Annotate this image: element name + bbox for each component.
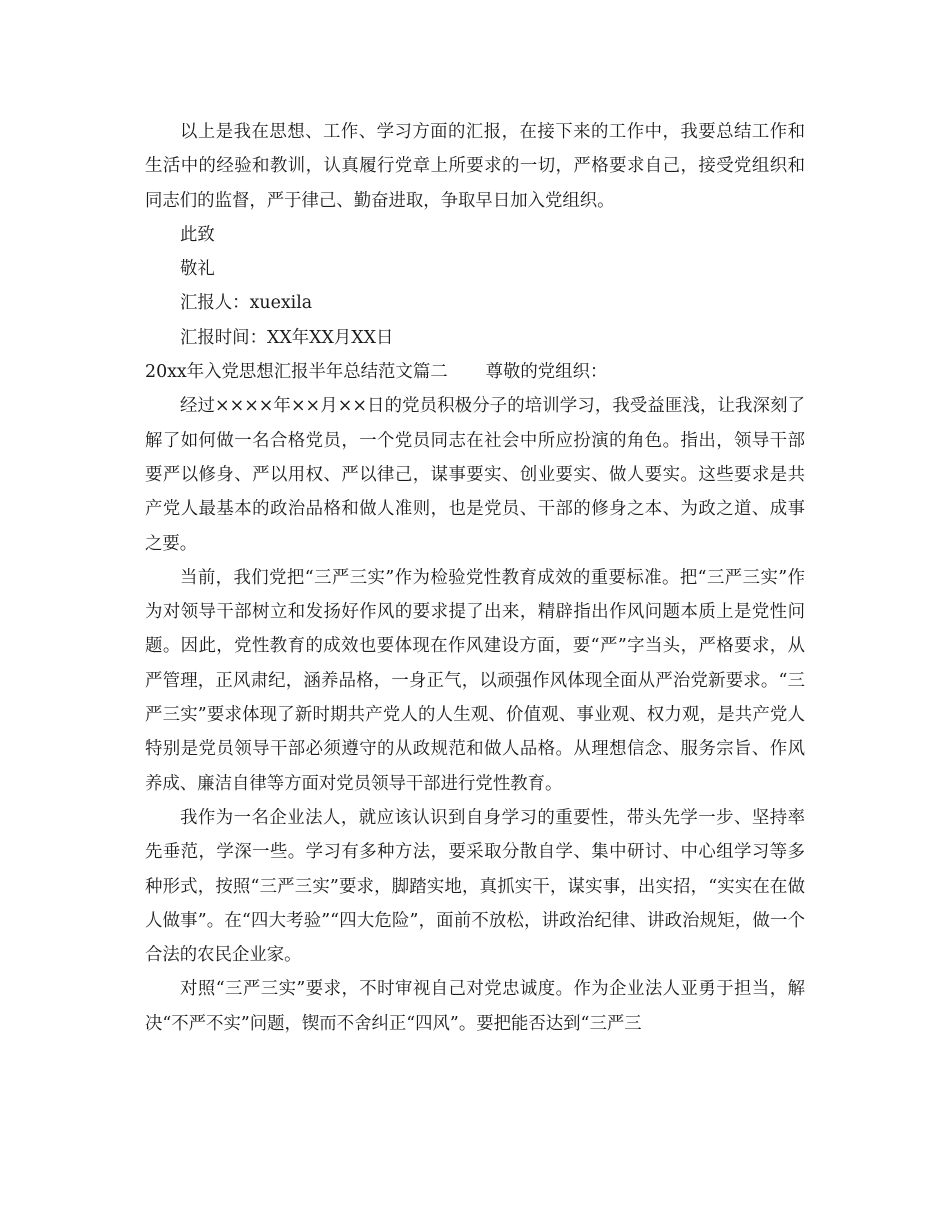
closing-line: 此致 xyxy=(180,224,215,245)
report-time-line: 汇报时间：XX年XX月XX日 xyxy=(180,327,394,348)
reporter-line: 汇报人：xuexila xyxy=(180,293,313,314)
salutation: 尊敬的党组织： xyxy=(485,362,608,383)
closing-regards: 敬礼 xyxy=(180,259,215,280)
document-body xyxy=(145,115,805,1041)
paragraph-three-stricts: 当前，我们党把“三严三实”作为检验党性教育成效的重要标准。把“三严三实”作为对领导干部树立和发扬好作风的要求提了出来，精辟指出作风问题本质上是党性问题。因此，党性教育的成效也要体现在作风建设方面，要“严”字当头，严格要求，从严管理，正风肃纪，涵养品格，一身正气，以顽强作风体现全面从严治党新要求。“三严三实”要求体现了新时期共产党人的人生观、价值观、事业观、权力观，是共产党人特别是党员领导干部必须遵守的从政规范和做人品格。从理想信念、服务宗旨、作风养成、廉洁自律等方面对党员领导干部进行党性教育。 xyxy=(145,567,805,794)
paragraph-study: 我作为一名企业法人，就应该认识到自身学习的重要性，带头先学一步、坚持率先垂范，学深一些。学习有多种方法，要采取分散自学、集中研讨、中心组学习等多种形式，按照“三严三实”要求，脚踏实地，真抓实干，谋实事，出实招，“实实在在做人做事”。在“四大考验”“四大危险”，面前不放松，讲政治纪律、讲政治规矩，做一个合法的农民企业家。 xyxy=(145,807,805,966)
paragraph-summary: 以上是我在思想、工作、学习方面的汇报，在接下来的工作中，我要总结工作和生活中的经验和教训，认真履行党章上所要求的一切，严格要求自己，接受党组织和同志们的监督，严于律己、勤奋进取，争取早日加入党组织。 xyxy=(145,122,805,211)
section-title: 20xx年入党思想汇报半年总结范文篇二 xyxy=(145,362,448,383)
paragraph-training: 经过××××年××月××日的党员积极分子的培训学习，我受益匪浅，让我深刻了解了如何做一名合格党员，一个党员同志在社会中所应扮演的角色。指出，领导干部要严以修身、严以用权、严以律己，谋事要实、创业要实、做人要实。这些要求是共产党人最基本的政治品格和做人准则，也是党员、干部的修身之本、为政之道、成事之要。 xyxy=(145,396,805,554)
paragraph-loyalty: 对照“三严三实”要求，不时审视自己对党忠诚度。作为企业法人亚勇于担当，解决“不严不实”问题，锲而不舍纠正“四风”。要把能否达到“三严三 xyxy=(145,979,805,1034)
section-heading-line xyxy=(145,355,805,389)
